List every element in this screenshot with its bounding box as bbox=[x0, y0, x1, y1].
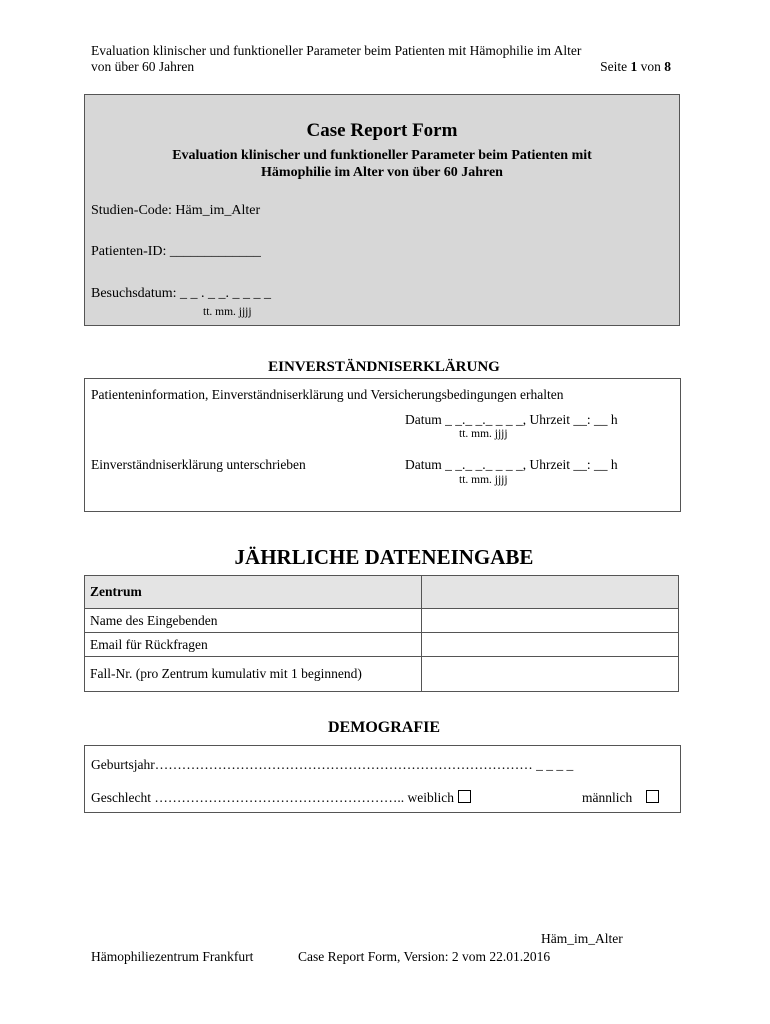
header-line1: Evaluation klinischer und funktioneller Parameter beim Patienten mit Hämophilie im Alter bbox=[91, 43, 582, 58]
page-current: 1 bbox=[630, 59, 638, 74]
row-label-email: Email für Rückfragen bbox=[85, 633, 422, 657]
crf-subtitle bbox=[85, 147, 679, 181]
male-checkbox[interactable] bbox=[646, 790, 659, 803]
row-label-name: Name des Eingebenden bbox=[85, 609, 422, 633]
page-prefix: Seite bbox=[600, 59, 631, 74]
consent-date-field-1[interactable]: Datum _ _._ _._ _ _ _, Uhrzeit __: __ h bbox=[405, 412, 618, 427]
row-label-center: Zentrum bbox=[85, 576, 422, 609]
table-row bbox=[85, 609, 679, 633]
consent-date-hint-2: tt. mm. jjjj bbox=[459, 474, 508, 486]
consent-title: EINVERSTÄNDNISERKLÄRUNG bbox=[268, 359, 500, 375]
female-checkbox[interactable] bbox=[458, 790, 471, 803]
annual-title: JÄHRLICHE DATENEINGABE bbox=[234, 545, 534, 569]
crf-box bbox=[84, 94, 680, 326]
study-code: Studien-Code: Häm_im_Alter bbox=[91, 203, 261, 218]
consent-date-field-2[interactable]: Datum _ _._ _._ _ _ _, Uhrzeit __: __ h bbox=[405, 457, 618, 472]
consent-signed-line: Einverständniserklärung unterschrieben bbox=[91, 457, 306, 472]
case-no-input[interactable] bbox=[422, 657, 679, 692]
table-row bbox=[85, 576, 679, 609]
footer-code: Häm_im_Alter bbox=[541, 931, 623, 946]
crf-subtitle-line1: Evaluation klinischer und funktioneller Parameter beim Patienten mit bbox=[172, 148, 592, 163]
patient-id-field[interactable]: Patienten-ID: _____________ bbox=[91, 244, 261, 259]
name-input[interactable] bbox=[422, 609, 679, 633]
annual-table bbox=[84, 575, 679, 692]
footer-center: Hämophiliezentrum Frankfurt bbox=[91, 949, 254, 964]
consent-box bbox=[84, 378, 681, 512]
birth-year-field[interactable]: Geburtsjahr………………………………………………………………………… _ _ _ _ bbox=[91, 757, 574, 772]
center-input[interactable] bbox=[422, 576, 679, 609]
email-input[interactable] bbox=[422, 633, 679, 657]
page-mid: von bbox=[637, 59, 665, 74]
row-label-case-no: Fall-Nr. (pro Zentrum kumulativ mit 1 beginnend) bbox=[85, 657, 422, 692]
demo-title: DEMOGRAFIE bbox=[328, 719, 440, 736]
consent-info-line: Patienteninformation, Einverständniserklärung und Versicherungsbedingungen erhalten bbox=[91, 387, 564, 402]
sex-row bbox=[91, 790, 471, 806]
consent-date-hint-1: tt. mm. jjjj bbox=[459, 428, 508, 440]
male-label: männlich bbox=[582, 790, 633, 805]
page-total: 8 bbox=[664, 59, 671, 74]
table-row bbox=[85, 633, 679, 657]
male-option bbox=[582, 790, 659, 806]
crf-title: Case Report Form bbox=[306, 120, 458, 141]
header-line2: von über 60 Jahren bbox=[91, 59, 195, 74]
sex-label: Geschlecht ……………………………………………….. weiblich bbox=[91, 790, 454, 805]
crf-subtitle-line2: Hämophilie im Alter von über 60 Jahren bbox=[261, 165, 503, 180]
demo-box bbox=[84, 745, 681, 813]
page-header bbox=[91, 43, 671, 75]
page-number bbox=[600, 59, 671, 75]
visit-date-field[interactable]: Besuchsdatum: _ _ . _ _. _ _ _ _ bbox=[91, 286, 272, 301]
footer-version: Case Report Form, Version: 2 vom 22.01.2016 bbox=[298, 949, 551, 964]
visit-date-hint: tt. mm. jjjj bbox=[203, 306, 252, 318]
table-row bbox=[85, 657, 679, 692]
